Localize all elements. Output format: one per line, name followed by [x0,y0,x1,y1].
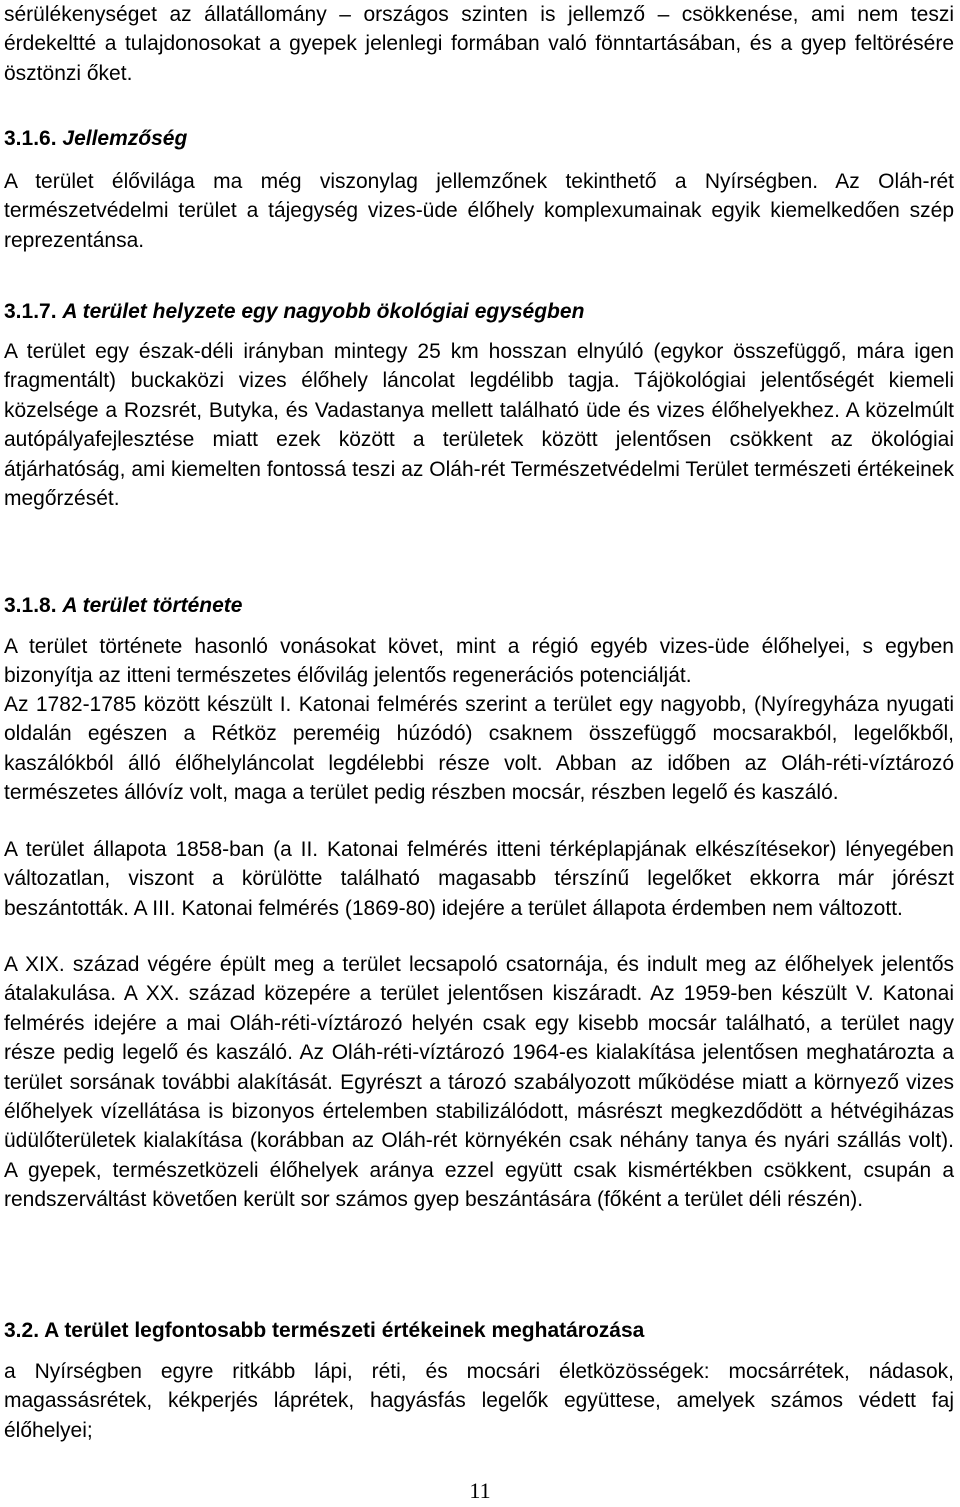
section-number: 3.2. [4,1319,40,1342]
section-3-1-8-heading [4,591,242,620]
section-number: 3.1.8. [4,594,57,617]
section-3-1-7-paragraph: A terület egy észak-déli irányban mintegy 25 km hosszan elnyúló (egykor összefüggő, mára igen fragmentált) buckaközi vizes élőhely láncolat legdélibb tagja. Tájökológiai jelentőségét kiemeli közelsége a Rozsrét, Butyka, és Vadastanya mellett található üde és vizes élőhelyekhez. A közelmúlt autópályafejlesztése miatt ezek között a területek között jelentősen csökkent az ökológiai átjárhatóság, ami kiemelten fontossá teszi az Oláh-rét Természetvédelmi Terület természeti értékeinek megőrzését. [4,340,954,511]
section-title: A terület története [62,594,243,617]
section-3-1-8-paragraph-4: A XIX. század végére épült meg a terület lecsapoló csatornája, és indult meg az élőhelyek jelentős átalakulása. A XX. század közepére a terület jelentősen kiszáradt. Az 1959-ben készült V. Katonai felmérés idejére a mai Oláh-réti-víztározó helyén csak egy kisebb mocsár található, a terület nagy része pedig legelő és kaszáló. Az Oláh-réti-víztározó 1964-es kialakítása jelentősen meghatározta a terület sorsának további alakítását. Egyrészt a tározó szabályozott működése miatt a környező vizes élőhelyek vízellátása is bizonyos értelemben stabilizálódott, másrészt megkezdődött a hétvégiházas üdülőterületek kialakítása (korábban az Oláh-rét környékén csak néhány tanya és nyári szállás volt). A gyepek, természetközeli élőhelyek aránya ezzel együtt csak kismértékben csökkent, csupán a rendszerváltást követően került sor számos gyep beszántására (főként a terület déli részén). [4,953,954,1212]
intro-paragraph: sérülékenységet az állatállomány – országos szinten is jellemző – csökkenése, ami nem teszi érdekeltté a tulajdonosokat a gyepek jelenlegi formában való fönntartásában, és a gyep feltörésére ösztönzi őket. [4,3,954,85]
section-3-1-8-paragraph-1: A terület története hasonló vonásokat követ, mint a régió egyéb vizes-üde élőhelyei, s egyben bizonyítja az itteni természetes élővilág jelentős regenerációs potenciálját. [4,635,954,688]
section-3-1-6-heading [4,124,187,153]
section-title: A terület helyzete egy nagyobb ökológiai egységben [62,300,585,323]
section-3-2-paragraph: a Nyírségben egyre ritkább lápi, réti, és mocsári életközösségek: mocsárrétek, nádasok, magassásrétek, kékperjés láprétek, hagyásfás legelők együttese, amelyek számos védett faj élőhelyei; [4,1360,954,1442]
section-3-1-7-heading [4,297,584,326]
section-3-2-heading [4,1316,644,1345]
section-number: 3.1.6. [4,127,57,150]
section-number: 3.1.7. [4,300,57,323]
page-number: 11 [469,1478,491,1503]
section-3-1-8-paragraph-3: A terület állapota 1858-ban (a II. Katonai felmérés itteni térképlapjának elkészítésekor) lényegében változatlan, viszont a körülötte található magasabb térszínű legelőket ekkorra már jórészt beszántották. A III. Katonai felmérés (1869-80) idejére a terület állapota érdemben nem változott. [4,838,954,920]
section-title: A terület legfontosabb természeti értékeinek meghatározása [44,1319,645,1342]
document-page [4,0,954,1507]
section-title: Jellemzőség [62,127,188,150]
section-3-1-8-paragraph-2: Az 1782-1785 között készült I. Katonai felmérés szerint a terület egy nagyobb, (Nyíregyháza nyugati oldalán egészen a Rétköz pereméig húzódó) csaknem összefüggő mocsarakból, legelőkből, kaszálókból álló élőhelyláncolat legdélebbi része volt. Abban az időben az Oláh-réti-víztározó természetes állóvíz volt, maga a terület pedig részben mocsár, részben legelő és kaszáló. [4,693,954,805]
section-3-1-6-paragraph: A terület élővilága ma még viszonylag jellemzőnek tekinthető a Nyírségben. Az Oláh-rét természetvédelmi terület a tájegység vizes-üde élőhely komplexumainak egyik kiemelkedően szép reprezentánsa. [4,170,954,252]
